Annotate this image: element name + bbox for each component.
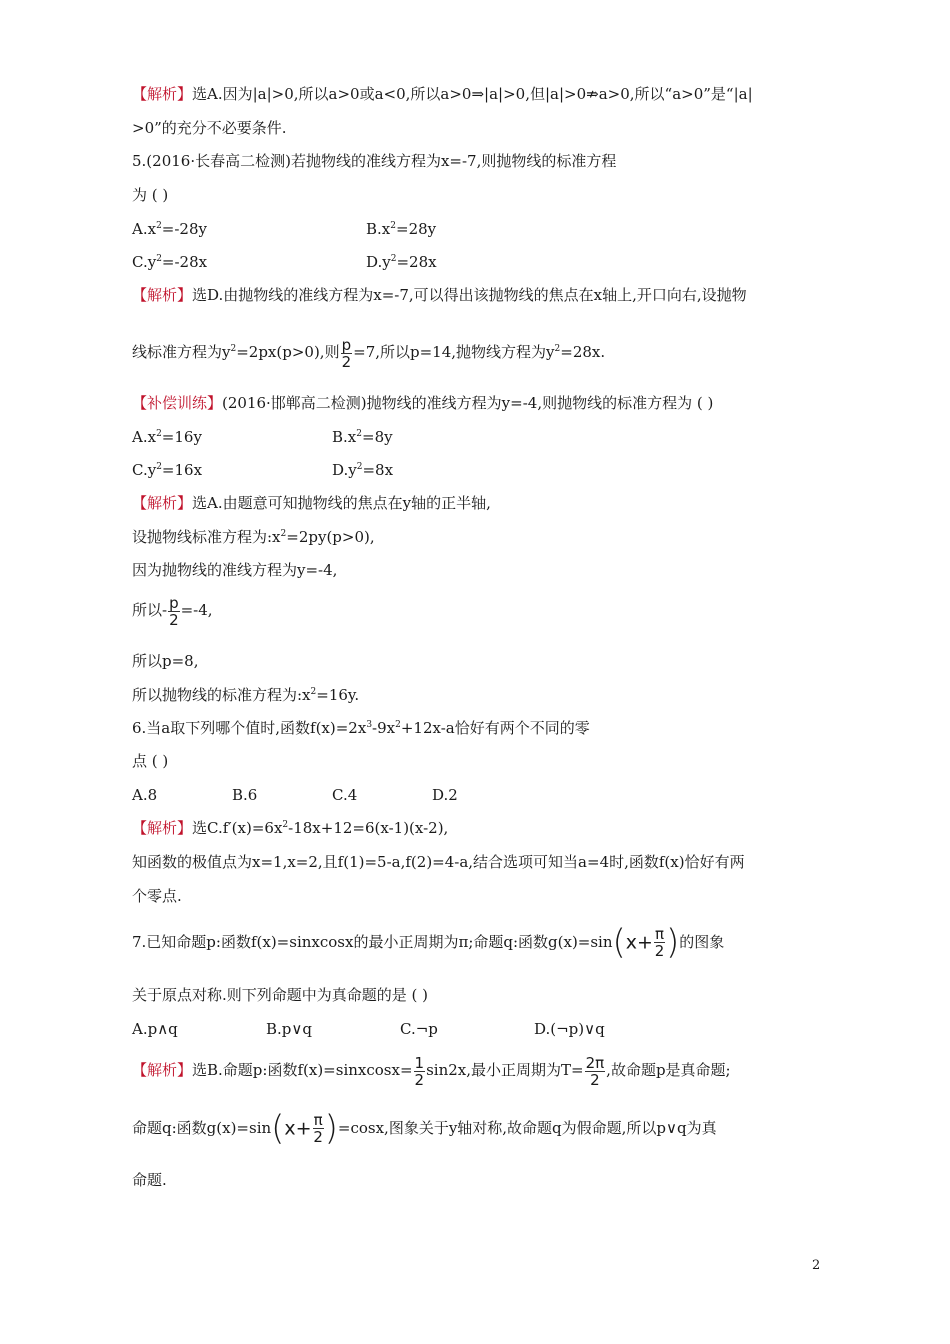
supplement-tag: 【补偿训练】 <box>132 394 223 412</box>
analysis-tag: 【解析】 <box>132 286 193 304</box>
analysis-tag: 【解析】 <box>132 494 193 512</box>
q6-option-b: B.6 <box>232 786 258 804</box>
q5-stem-line2: 为 ( ) <box>132 186 169 204</box>
q5-option-c: $C.y^2=-28x$ <box>132 253 208 271</box>
q7-analysis-line1: 【解析】选B.命题p:函数f(x)=sinxcosx= $\frac{1}{2}$ sin2x,最小正周期为T= $\frac{2\pi}{2}$ ,故命题p是真命题; <box>132 1053 731 1089</box>
supp-stem: 【补偿训练】(2016·邯郸高二检测)抛物线的准线方程为y=-4,则抛物线的标准方程为 ( ) <box>132 394 714 412</box>
supp-analysis-line5: 所以p=8, <box>132 652 199 670</box>
q6-analysis-line2: 知函数的极值点为x=1,x=2,且f(1)=5-a,f(2)=4-a,结合选项可知当a=4时,函数f(x)恰好有两 <box>132 853 745 871</box>
q7-option-d: D.(¬p)∨q <box>534 1020 605 1038</box>
q6-analysis-line1: 【解析】选$C.f'(x)=6x^2-18x+12=6(x-1)(x-2)$, <box>132 819 449 837</box>
q6-stem-line1: 6.当a取下列哪个值时,函数$f(x)=2x^3-9x^2+12x-a$恰好有两个不同的零 <box>132 719 590 737</box>
q7-stem-line1: 7.已知命题p:函数f(x)=sinxcosx的最小正周期为π;命题q:函数g(x)=sin(x+ $\frac{\pi}{2}$ )的图象 <box>132 922 725 963</box>
analysis-tag: 【解析】 <box>132 1061 193 1079</box>
supp-analysis-line1: 【解析】选A.由题意可知抛物线的焦点在y轴的正半轴, <box>132 494 491 512</box>
q7-analysis-line2: 命题q:函数g(x)=sin(x+ $\frac{\pi}{2}$ )=cosx,图象关于y轴对称,故命题q为假命题,所以p∨q为真 <box>132 1108 717 1149</box>
q5-option-d: $D.y^2=28x$ <box>366 253 437 271</box>
q7-option-b: B.p∨q <box>266 1020 312 1038</box>
q7-option-c: C.¬p <box>400 1020 438 1038</box>
supp-analysis-line4: 所以- $\frac{p}{2}$ =-4, <box>132 593 213 629</box>
q6-option-d: D.2 <box>432 786 458 804</box>
q7-option-a: A.p∧q <box>132 1020 178 1038</box>
q5-option-a: $A.x^2=-28y$ <box>132 220 207 238</box>
q5-option-b: $B.x^2=28y$ <box>366 220 437 238</box>
q4-analysis-line1: 【解析】选A.因为|a|>0,所以a>0或a<0,所以a>0⇒|a|>0,但|a|>0⇏a>0,所以“a>0”是“|a| <box>132 85 753 103</box>
supp-option-a: $A.x^2=16y$ <box>132 428 202 446</box>
q7-stem-line2: 关于原点对称.则下列命题中为真命题的是 ( ) <box>132 986 429 1004</box>
q5-analysis-line2: 线标准方程为$y^2=2px(p>0)$,则 $\frac{p}{2}$ =7,所以p=14,抛物线方程为$y^2=28x$. <box>132 335 606 371</box>
q6-option-c: C.4 <box>332 786 358 804</box>
supp-option-d: $D.y^2=8x$ <box>332 461 394 479</box>
q4-analysis-line2: >0”的充分不必要条件. <box>132 119 287 137</box>
analysis-tag: 【解析】 <box>132 819 193 837</box>
analysis-tag: 【解析】 <box>132 85 193 103</box>
fraction-p-over-2: $\frac{p}{2}$ <box>169 593 179 629</box>
supp-option-b: $B.x^2=8y$ <box>332 428 393 446</box>
fraction-period: $\frac{2\pi}{2}$ <box>585 1053 605 1089</box>
q6-option-a: A.8 <box>132 786 158 804</box>
fraction-one-half: $\frac{1}{2}$ <box>414 1053 425 1089</box>
fraction-p-over-2: $\frac{p}{2}$ <box>341 335 352 371</box>
q5-analysis-line1: 【解析】选D.由抛物线的准线方程为x=-7,可以得出该抛物线的焦点在x轴上,开口向右,设抛物 <box>132 286 747 304</box>
q7-analysis-line3: 命题. <box>132 1171 167 1189</box>
paren-expression: (x+ $\frac{\pi}{2}$ ) <box>271 1108 338 1149</box>
supp-analysis-line6: 所以抛物线的标准方程为$:x^2=16y$. <box>132 686 360 704</box>
page-number: 2 <box>812 1258 821 1273</box>
q6-analysis-line3: 个零点. <box>132 887 182 905</box>
paren-expression: (x+ $\frac{\pi}{2}$ ) <box>612 922 680 963</box>
supp-analysis-line2: 设抛物线标准方程为$:x^2=2py(p>0)$, <box>132 528 375 546</box>
supp-option-c: $C.y^2=16x$ <box>132 461 203 479</box>
supp-analysis-line3: 因为抛物线的准线方程为y=-4, <box>132 561 338 579</box>
q5-stem-line1: 5.(2016·长春高二检测)若抛物线的准线方程为x=-7,则抛物线的标准方程 <box>132 152 617 170</box>
q6-stem-line2: 点 ( ) <box>132 752 169 770</box>
